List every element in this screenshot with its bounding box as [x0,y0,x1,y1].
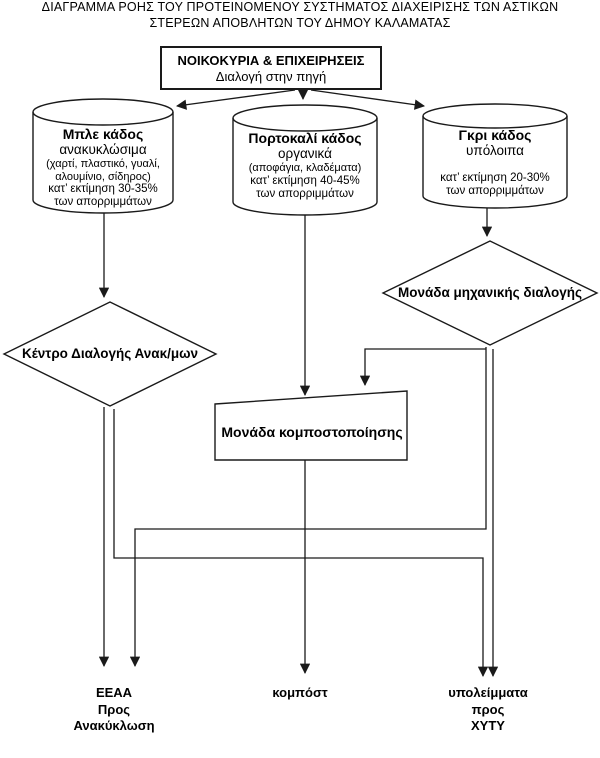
arrow-sorting-center-to-landfill [114,409,483,676]
output-compost-label [225,685,375,702]
diagram-title-line1: ΔΙΑΓΡΑΜΜΑ ΡΟΗΣ ΤΟΥ ΠΡΟΤΕΙΝΟΜΕΝΟΥ ΣΥΣΤΗΜΑΤΟΣ ΔΙΑΧΕΙΡΙΣΗΣ ΤΩΝ ΑΣΤΙΚΩΝ [41,0,559,14]
orange-bin-content: οργανικά [278,146,332,161]
blue-bin-detail1: (χαρτί, πλαστικό, γυαλί, [46,158,160,170]
orange-bin-name: Πορτοκαλί κάδος [248,130,362,146]
blue-bin-estimate2: των απορριμμάτων [54,196,152,208]
output-recycling-line2: Προς [97,701,131,717]
diagram-title [0,0,600,31]
grey-bin-estimate1: κατ’ εκτίμηση 20-30% [440,172,550,184]
output-landfill-label [408,685,568,735]
arrow-source-to-blue-bin [177,90,295,106]
blue-bin-name: Μπλε κάδος [62,126,144,142]
grey-bin-content: υπόλοιπα [466,143,524,158]
output-recycling-line3: Ανακύκλωση [73,718,155,733]
blue-bin-content: ανακυκλώσιμα [59,142,147,157]
output-recycling-line1: ΕΕΑΑ [95,685,133,700]
arrow-mechanical-sorting-to-recycling [135,347,486,666]
source-box-title: ΝΟΙΚΟΚΥΡΙΑ & ΕΠΙΧΕΙΡΗΣΕΙΣ [177,52,365,68]
orange-bin-estimate2: των απορριμμάτων [256,187,354,200]
source-box-subtitle: Διαλογή στην πηγή [215,68,327,84]
blue-bin-detail2: αλουμίνιο, σίδηρος) [55,170,151,183]
arrow-source-to-grey-bin [311,90,424,106]
output-compost-line1: κομπόστ [272,685,328,700]
orange-bin-detail1: (αποφάγια, κλαδέματα) [248,162,362,174]
diagram-title-line2: ΣΤΕΡΕΩΝ ΑΠΟΒΛΗΤΩΝ ΤΟΥ ΔΗΜΟΥ ΚΑΛΑΜΑΤΑΣ [149,15,451,30]
output-landfill-line1: υπολείμματα [448,685,528,700]
blue-bin-label [23,126,183,209]
output-landfill-line2: προς [471,701,505,717]
output-recycling-label [34,685,194,735]
orange-bin-estimate1: κατ’ εκτίμηση 40-45% [250,174,360,187]
sorting-center-label: Κέντρο Διαλογής Ανακ/μων [21,346,199,361]
blue-bin-estimate1: κατ’ εκτίμηση 30-35% [48,183,158,195]
grey-bin-estimate2: των απορριμμάτων [446,185,544,197]
orange-bin-label [225,130,385,201]
grey-bin-name: Γκρι κάδος [458,127,532,143]
mechanical-sorting-label: Μονάδα μηχανικής διαλογής [397,285,583,300]
source-box [160,46,382,90]
grey-bin-label [415,127,575,198]
composting-unit-label: Μονάδα κομποστοποίησης [221,424,403,440]
output-landfill-line3: ΧΥΤΥ [471,718,505,733]
arrow-mechanical-sorting-to-composting [365,349,486,385]
